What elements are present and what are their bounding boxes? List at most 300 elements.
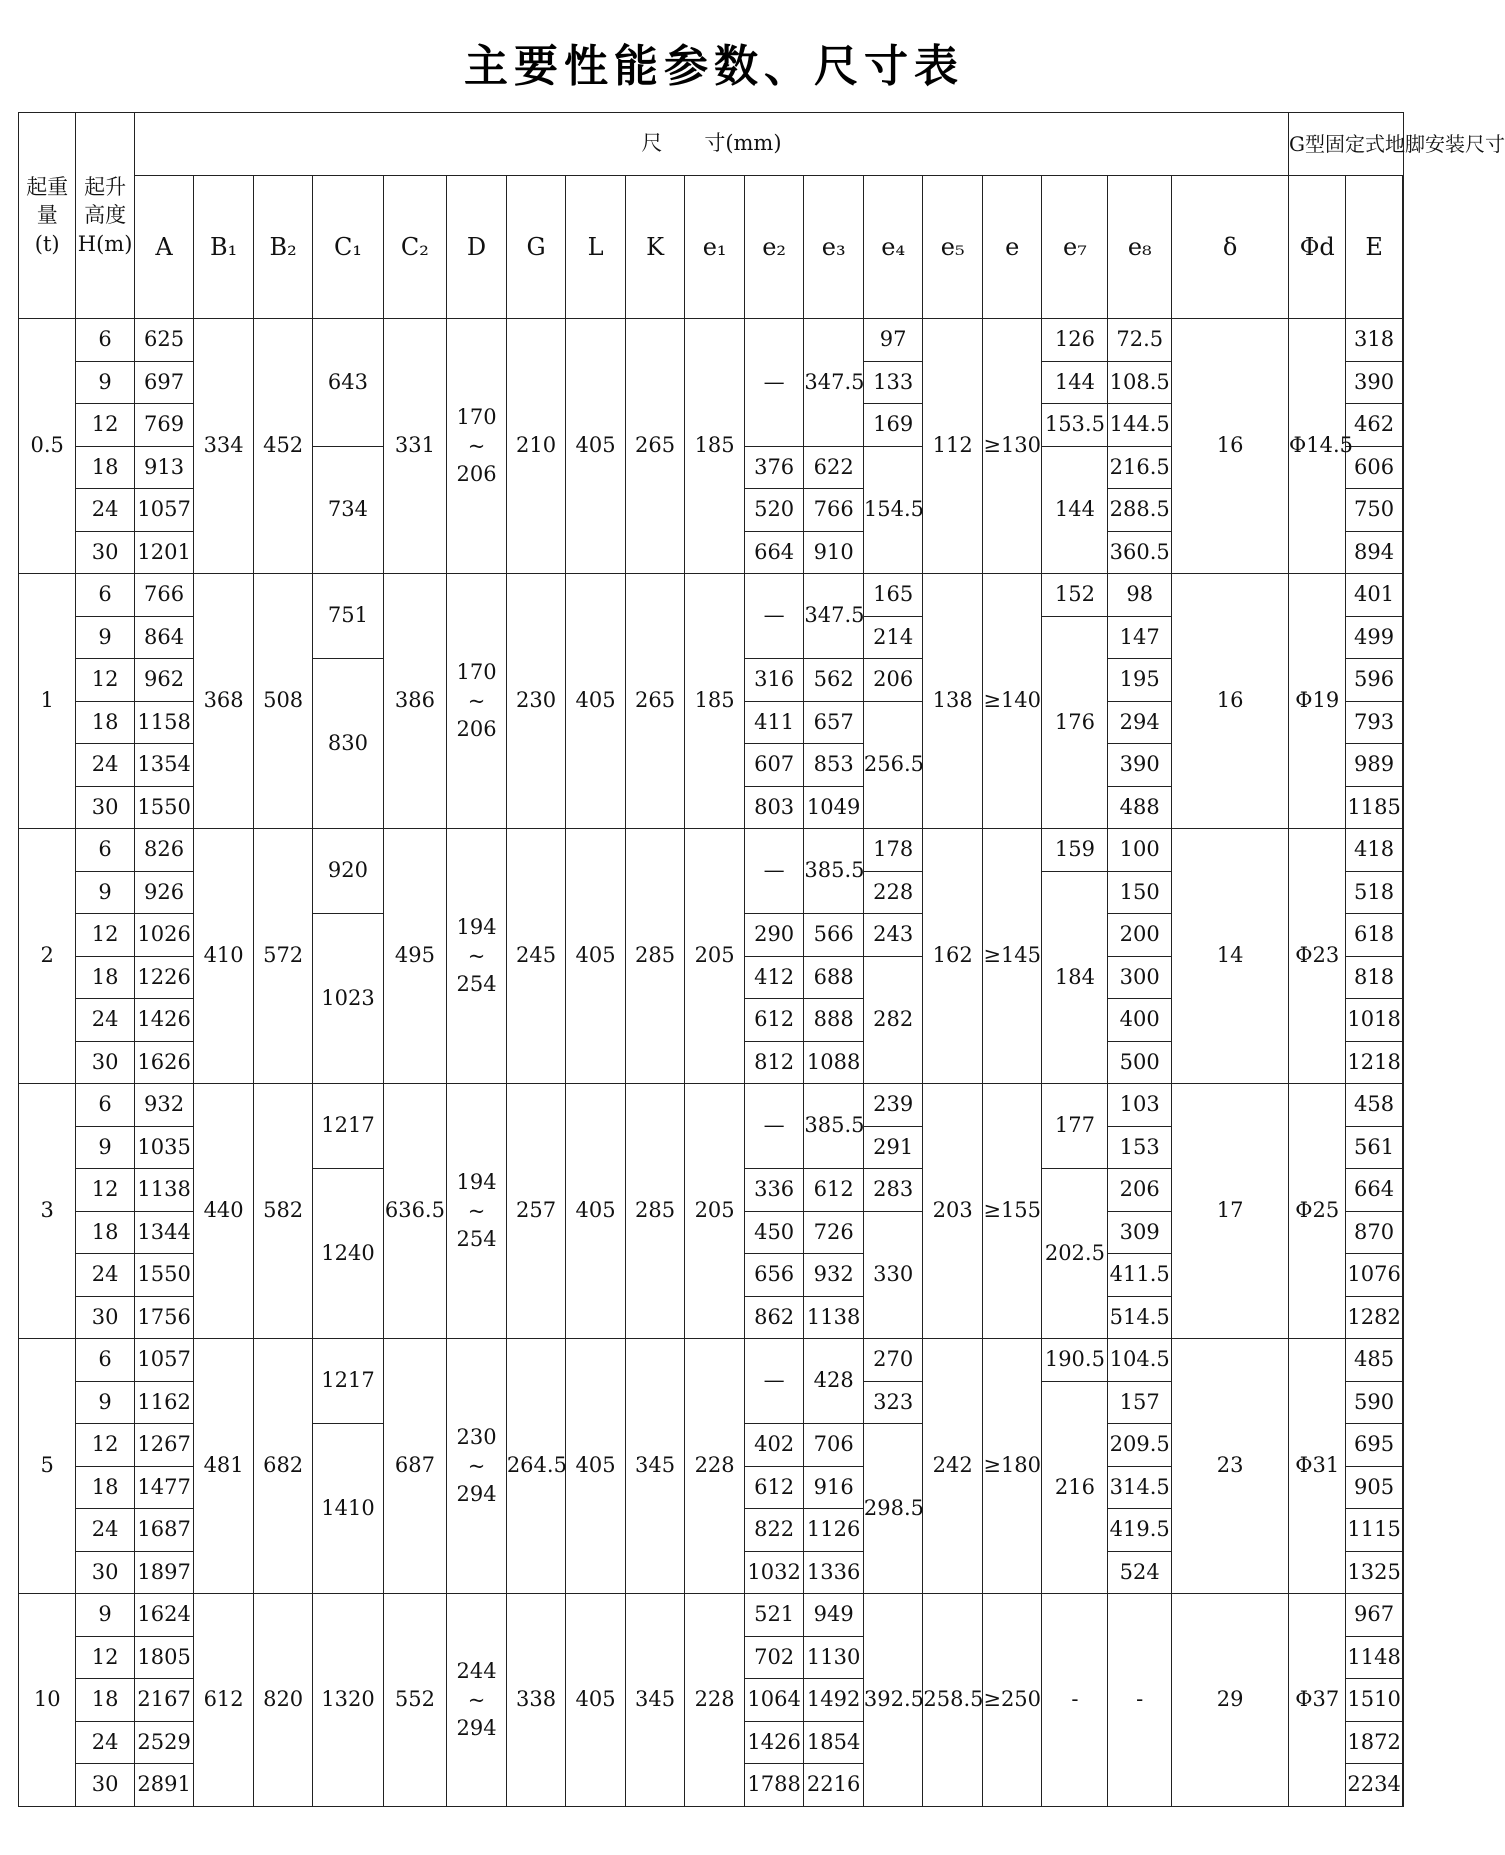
cell-c2: 552 xyxy=(383,1594,447,1807)
cell-k: 265 xyxy=(625,319,685,574)
table-row xyxy=(19,1339,1404,1382)
cell-e: 967 xyxy=(1346,1594,1402,1637)
cell-e3: 1336 xyxy=(804,1551,864,1594)
cell-e3: 347.5 xyxy=(804,574,864,659)
lift-height-cell: 12 xyxy=(76,914,134,957)
cell-e2: 664 xyxy=(744,531,804,574)
cell-phid: Φ23 xyxy=(1289,829,1346,1084)
cell-a: 1756 xyxy=(134,1296,194,1339)
cell-c2: 636.5 xyxy=(383,1084,447,1339)
cell-e: 499 xyxy=(1346,616,1402,659)
lift-height-cell: 6 xyxy=(76,319,134,362)
cell-e3: 706 xyxy=(804,1424,864,1467)
cell-l: 405 xyxy=(566,1084,626,1339)
cell-e4: 178 xyxy=(863,829,923,872)
cell-b1: 481 xyxy=(194,1339,254,1594)
cell-a: 769 xyxy=(134,404,194,447)
cell-a: 625 xyxy=(134,319,194,362)
column-header: e xyxy=(982,176,1042,319)
cell-a: 1158 xyxy=(134,701,194,744)
cell-a: 913 xyxy=(134,446,194,489)
cell-a: 1035 xyxy=(134,1126,194,1169)
lift-height-cell: 24 xyxy=(76,999,134,1042)
cell-e: 695 xyxy=(1346,1424,1402,1467)
cell-e: 318 xyxy=(1346,319,1402,362)
cell-e4: 330 xyxy=(863,1211,923,1339)
cell-c1: 643 xyxy=(313,319,383,447)
cell-e3: 622 xyxy=(804,446,864,489)
cell-a: 1477 xyxy=(134,1466,194,1509)
cell-b2: 582 xyxy=(253,1084,313,1339)
header-dimensions-group: 尺 寸(mm) xyxy=(134,113,1288,176)
lift-height-cell: 9 xyxy=(76,871,134,914)
column-header: e₈ xyxy=(1108,176,1172,319)
cell-b1: 440 xyxy=(194,1084,254,1339)
lift-height-cell: 9 xyxy=(76,616,134,659)
cell-e: 485 xyxy=(1346,1339,1402,1382)
cell-e2: 607 xyxy=(744,744,804,787)
cell-e2: — xyxy=(744,319,804,447)
cell-e: 590 xyxy=(1346,1381,1402,1424)
cell-e8: 400 xyxy=(1108,999,1172,1042)
header-mount-group: G型固定式地脚安装尺寸 xyxy=(1289,113,1404,176)
lift-height-cell: 12 xyxy=(76,1636,134,1679)
cell-e3: 347.5 xyxy=(804,319,864,447)
cell-e8: 98 xyxy=(1108,574,1172,617)
cell-e8: 411.5 xyxy=(1108,1254,1172,1297)
cell-e2: 656 xyxy=(744,1254,804,1297)
cell-a: 1201 xyxy=(134,531,194,574)
cell-e3: 688 xyxy=(804,956,864,999)
cell-e7: 144 xyxy=(1042,446,1108,574)
cell-c1: 1023 xyxy=(313,914,383,1084)
cell-e8: 144.5 xyxy=(1108,404,1172,447)
table-row xyxy=(19,319,1404,362)
cell-a: 2891 xyxy=(134,1764,194,1807)
cell-a: 1805 xyxy=(134,1636,194,1679)
cell-e2: — xyxy=(744,1084,804,1169)
cell-e1: 205 xyxy=(685,829,745,1084)
lift-height-cell: 6 xyxy=(76,829,134,872)
cell-e8: 500 xyxy=(1108,1041,1172,1084)
cell-f xyxy=(1402,1594,1403,1807)
cell-k: 265 xyxy=(625,574,685,829)
cell-k: 345 xyxy=(625,1594,685,1807)
cell-c1: 1217 xyxy=(313,1084,383,1169)
cell-e2: 1032 xyxy=(744,1551,804,1594)
cell-g: 230 xyxy=(506,574,566,829)
lift-height-cell: 12 xyxy=(76,404,134,447)
cell-e: 894 xyxy=(1346,531,1402,574)
cell-e3: 385.5 xyxy=(804,829,864,914)
cell-l: 405 xyxy=(566,1339,626,1594)
cell-e4: 243 xyxy=(863,914,923,957)
cell-e3: 428 xyxy=(804,1339,864,1424)
cell-b2: 820 xyxy=(253,1594,313,1807)
cell-f xyxy=(1402,829,1403,1084)
cell-e8: 100 xyxy=(1108,829,1172,872)
lift-height-cell: 30 xyxy=(76,1551,134,1594)
cell-a: 1550 xyxy=(134,786,194,829)
cell-b2: 508 xyxy=(253,574,313,829)
lift-height-cell: 18 xyxy=(76,956,134,999)
cell-e2: 812 xyxy=(744,1041,804,1084)
cell-e8: 309 xyxy=(1108,1211,1172,1254)
cell-e: 2234 xyxy=(1346,1764,1402,1807)
cell-a: 1057 xyxy=(134,489,194,532)
cell-e4: 165 xyxy=(863,574,923,617)
cell-e4: 154.5 xyxy=(863,446,923,574)
cell-e3: 566 xyxy=(804,914,864,957)
cell-e5: 203 xyxy=(923,1084,983,1339)
column-header: B₁ xyxy=(194,176,254,319)
cell-e8: 72.5 xyxy=(1108,319,1172,362)
cell-e8: 104.5 xyxy=(1108,1339,1172,1382)
cell-e: ≥155 xyxy=(982,1084,1042,1339)
cell-c1: 1240 xyxy=(313,1169,383,1339)
cell-b2: 682 xyxy=(253,1339,313,1594)
lift-height-cell: 30 xyxy=(76,1764,134,1807)
cell-e2: 402 xyxy=(744,1424,804,1467)
cell-e2: 803 xyxy=(744,786,804,829)
cell-a: 1897 xyxy=(134,1551,194,1594)
table-row xyxy=(19,829,1404,872)
cell-f xyxy=(1402,574,1403,829)
cell-phid: Φ31 xyxy=(1289,1339,1346,1594)
cell-e2: 521 xyxy=(744,1594,804,1637)
cell-phid: Φ37 xyxy=(1289,1594,1346,1807)
cell-e5: 162 xyxy=(923,829,983,1084)
cell-e: ≥145 xyxy=(982,829,1042,1084)
cell-a: 926 xyxy=(134,871,194,914)
cell-e: ≥180 xyxy=(982,1339,1042,1594)
cell-c1: 1320 xyxy=(313,1594,383,1807)
cell-e8: 390 xyxy=(1108,744,1172,787)
cell-e: 390 xyxy=(1346,361,1402,404)
column-header: δ xyxy=(1172,176,1289,319)
lift-height-cell: 9 xyxy=(76,1594,134,1637)
cell-b1: 334 xyxy=(194,319,254,574)
cell-a: 1138 xyxy=(134,1169,194,1212)
cell-e: 518 xyxy=(1346,871,1402,914)
cell-d: 244 ~ 294 xyxy=(447,1594,507,1807)
cell-g: 338 xyxy=(506,1594,566,1807)
cell-a: 766 xyxy=(134,574,194,617)
cell-e: 1510 xyxy=(1346,1679,1402,1722)
cell-e2: 411 xyxy=(744,701,804,744)
spec-table xyxy=(18,112,1505,1807)
cell-a: 1550 xyxy=(134,1254,194,1297)
cell-b2: 452 xyxy=(253,319,313,574)
lift-height-cell: 24 xyxy=(76,489,134,532)
cell-e2: 1064 xyxy=(744,1679,804,1722)
cell-e3: 1854 xyxy=(804,1721,864,1764)
column-header: e₄ xyxy=(863,176,923,319)
cell-e8: 103 xyxy=(1108,1084,1172,1127)
cell-e5: 258.5 xyxy=(923,1594,983,1807)
lift-height-cell: 9 xyxy=(76,361,134,404)
cell-a: 2529 xyxy=(134,1721,194,1764)
cell-e4: 97 xyxy=(863,319,923,362)
cell-e: 1325 xyxy=(1346,1551,1402,1594)
cell-e7: 202.5 xyxy=(1042,1169,1108,1339)
cell-d: 194 ~ 254 xyxy=(447,1084,507,1339)
lift-height-cell: 12 xyxy=(76,1424,134,1467)
cell-e3: 853 xyxy=(804,744,864,787)
cell-e8: 157 xyxy=(1108,1381,1172,1424)
table-row xyxy=(19,1594,1404,1637)
cell-e4: 291 xyxy=(863,1126,923,1169)
cell-e2: 376 xyxy=(744,446,804,489)
cell-a: 1626 xyxy=(134,1041,194,1084)
cell-e2: 862 xyxy=(744,1296,804,1339)
cell-e8: 514.5 xyxy=(1108,1296,1172,1339)
cell-phid: Φ25 xyxy=(1289,1084,1346,1339)
cell-e2: — xyxy=(744,829,804,914)
cell-e8: 360.5 xyxy=(1108,531,1172,574)
cell-l: 405 xyxy=(566,829,626,1084)
cell-a: 1162 xyxy=(134,1381,194,1424)
cell-e4: 214 xyxy=(863,616,923,659)
lift-height-cell: 24 xyxy=(76,1721,134,1764)
cell-a: 932 xyxy=(134,1084,194,1127)
cell-e3: 562 xyxy=(804,659,864,702)
lift-height-cell: 18 xyxy=(76,1211,134,1254)
cell-d: 230 ~ 294 xyxy=(447,1339,507,1594)
lift-height-cell: 30 xyxy=(76,786,134,829)
cell-b1: 612 xyxy=(194,1594,254,1807)
cell-e5: 112 xyxy=(923,319,983,574)
column-header: e₅ xyxy=(923,176,983,319)
lift-height-cell: 6 xyxy=(76,574,134,617)
cell-e: 870 xyxy=(1346,1211,1402,1254)
column-header: e₇ xyxy=(1042,176,1108,319)
cell-e: ≥250 xyxy=(982,1594,1042,1807)
cell-e4: 298.5 xyxy=(863,1424,923,1594)
lift-height-cell: 24 xyxy=(76,1254,134,1297)
cell-f xyxy=(1402,1084,1403,1339)
lift-height-cell: 30 xyxy=(76,531,134,574)
lift-height-cell: 12 xyxy=(76,659,134,702)
cell-e4: 206 xyxy=(863,659,923,702)
cell-d: 170 ~ 206 xyxy=(447,574,507,829)
column-header xyxy=(1402,176,1403,319)
lift-height-cell: 18 xyxy=(76,701,134,744)
lift-height-cell: 9 xyxy=(76,1381,134,1424)
cell-e1: 205 xyxy=(685,1084,745,1339)
cell-delta: 17 xyxy=(1172,1084,1289,1339)
cell-e4: 239 xyxy=(863,1084,923,1127)
column-header: C₁ xyxy=(313,176,383,319)
column-header: G xyxy=(506,176,566,319)
cell-e1: 228 xyxy=(685,1339,745,1594)
cell-a: 1267 xyxy=(134,1424,194,1467)
column-header: E xyxy=(1346,176,1402,319)
cell-e1: 228 xyxy=(685,1594,745,1807)
cell-c1: 751 xyxy=(313,574,383,659)
column-header: e₂ xyxy=(744,176,804,319)
cell-e2: — xyxy=(744,1339,804,1424)
document-title: 主要性能参数、尺寸表 xyxy=(464,41,964,92)
cell-e: 1282 xyxy=(1346,1296,1402,1339)
capacity-cell: 2 xyxy=(19,829,76,1084)
cell-e1: 185 xyxy=(685,319,745,574)
cell-e: 1115 xyxy=(1346,1509,1402,1552)
cell-a: 2167 xyxy=(134,1679,194,1722)
cell-e7: 177 xyxy=(1042,1084,1108,1169)
cell-e: 1218 xyxy=(1346,1041,1402,1084)
cell-e8: 150 xyxy=(1108,871,1172,914)
cell-e8: 195 xyxy=(1108,659,1172,702)
cell-b1: 368 xyxy=(194,574,254,829)
cell-e: 793 xyxy=(1346,701,1402,744)
cell-e1: 185 xyxy=(685,574,745,829)
cell-e3: 726 xyxy=(804,1211,864,1254)
cell-e7: 216 xyxy=(1042,1381,1108,1594)
cell-e: ≥140 xyxy=(982,574,1042,829)
cell-c2: 687 xyxy=(383,1339,447,1594)
cell-g: 245 xyxy=(506,829,566,1084)
cell-f xyxy=(1402,319,1403,574)
cell-e4: 169 xyxy=(863,404,923,447)
cell-e8: 314.5 xyxy=(1108,1466,1172,1509)
cell-k: 285 xyxy=(625,1084,685,1339)
cell-e7: 153.5 xyxy=(1042,404,1108,447)
cell-e3: 2216 xyxy=(804,1764,864,1807)
cell-e2: 1426 xyxy=(744,1721,804,1764)
cell-e7: 159 xyxy=(1042,829,1108,872)
cell-e3: 932 xyxy=(804,1254,864,1297)
cell-g: 210 xyxy=(506,319,566,574)
cell-e: 1872 xyxy=(1346,1721,1402,1764)
cell-e8: 206 xyxy=(1108,1169,1172,1212)
cell-a: 1026 xyxy=(134,914,194,957)
cell-e8: 419.5 xyxy=(1108,1509,1172,1552)
cell-b1: 410 xyxy=(194,829,254,1084)
cell-c2: 495 xyxy=(383,829,447,1084)
lift-height-cell: 18 xyxy=(76,1466,134,1509)
cell-e2: 412 xyxy=(744,956,804,999)
cell-e3: 1126 xyxy=(804,1509,864,1552)
cell-e3: 1088 xyxy=(804,1041,864,1084)
cell-a: 697 xyxy=(134,361,194,404)
column-header: K xyxy=(625,176,685,319)
cell-e: 561 xyxy=(1346,1126,1402,1169)
cell-e: 664 xyxy=(1346,1169,1402,1212)
cell-e: 462 xyxy=(1346,404,1402,447)
cell-e: 1148 xyxy=(1346,1636,1402,1679)
cell-e7: 144 xyxy=(1042,361,1108,404)
cell-e8: 147 xyxy=(1108,616,1172,659)
column-header: D xyxy=(447,176,507,319)
cell-g: 264.5 xyxy=(506,1339,566,1594)
cell-delta: 23 xyxy=(1172,1339,1289,1594)
cell-delta: 14 xyxy=(1172,829,1289,1084)
cell-c2: 331 xyxy=(383,319,447,574)
cell-e8: 216.5 xyxy=(1108,446,1172,489)
cell-e4: 392.5 xyxy=(863,1594,923,1807)
lift-height-cell: 6 xyxy=(76,1339,134,1382)
cell-a: 962 xyxy=(134,659,194,702)
cell-a: 864 xyxy=(134,616,194,659)
cell-e4: 228 xyxy=(863,871,923,914)
cell-e8: 524 xyxy=(1108,1551,1172,1594)
cell-e: 750 xyxy=(1346,489,1402,532)
cell-a: 1226 xyxy=(134,956,194,999)
cell-g: 257 xyxy=(506,1084,566,1339)
cell-c1: 920 xyxy=(313,829,383,914)
cell-e8: 200 xyxy=(1108,914,1172,957)
capacity-cell: 5 xyxy=(19,1339,76,1594)
column-header: e₃ xyxy=(804,176,864,319)
cell-e: 1076 xyxy=(1346,1254,1402,1297)
cell-c1: 830 xyxy=(313,659,383,829)
cell-e: 818 xyxy=(1346,956,1402,999)
cell-e: 1018 xyxy=(1346,999,1402,1042)
lift-height-cell: 24 xyxy=(76,744,134,787)
cell-e: 618 xyxy=(1346,914,1402,957)
cell-a: 1057 xyxy=(134,1339,194,1382)
cell-e4: 282 xyxy=(863,956,923,1084)
cell-e: 989 xyxy=(1346,744,1402,787)
cell-e7: 152 xyxy=(1042,574,1108,617)
cell-a: 1624 xyxy=(134,1594,194,1637)
cell-e7: 190.5 xyxy=(1042,1339,1108,1382)
cell-e: 418 xyxy=(1346,829,1402,872)
cell-delta: 29 xyxy=(1172,1594,1289,1807)
cell-c2: 386 xyxy=(383,574,447,829)
cell-e3: 766 xyxy=(804,489,864,532)
column-header: B₂ xyxy=(253,176,313,319)
cell-e8: 300 xyxy=(1108,956,1172,999)
column-header: A xyxy=(134,176,194,319)
capacity-cell: 10 xyxy=(19,1594,76,1807)
cell-e: 1185 xyxy=(1346,786,1402,829)
cell-e: 401 xyxy=(1346,574,1402,617)
cell-k: 285 xyxy=(625,829,685,1084)
cell-e2: 316 xyxy=(744,659,804,702)
cell-e5: 138 xyxy=(923,574,983,829)
lift-height-cell: 30 xyxy=(76,1296,134,1339)
cell-e4: 256.5 xyxy=(863,701,923,829)
lift-height-cell: 9 xyxy=(76,1126,134,1169)
header-lift-height: 起升高度 H(m) xyxy=(76,113,134,319)
cell-c1: 1217 xyxy=(313,1339,383,1424)
cell-f xyxy=(1402,1339,1403,1594)
cell-c1: 734 xyxy=(313,446,383,574)
cell-e3: 1492 xyxy=(804,1679,864,1722)
cell-e8: 294 xyxy=(1108,701,1172,744)
cell-e3: 657 xyxy=(804,701,864,744)
cell-e7: 176 xyxy=(1042,616,1108,829)
cell-e7: - xyxy=(1042,1594,1108,1807)
cell-e3: 385.5 xyxy=(804,1084,864,1169)
cell-e2: 822 xyxy=(744,1509,804,1552)
cell-e2: 1788 xyxy=(744,1764,804,1807)
cell-e2: 290 xyxy=(744,914,804,957)
cell-e7: 126 xyxy=(1042,319,1108,362)
lift-height-cell: 18 xyxy=(76,446,134,489)
cell-l: 405 xyxy=(566,574,626,829)
cell-e8: 488 xyxy=(1108,786,1172,829)
cell-e2: 702 xyxy=(744,1636,804,1679)
cell-e2: — xyxy=(744,574,804,659)
cell-e3: 1130 xyxy=(804,1636,864,1679)
cell-l: 405 xyxy=(566,1594,626,1807)
capacity-cell: 0.5 xyxy=(19,319,76,574)
cell-e3: 949 xyxy=(804,1594,864,1637)
column-header: e₁ xyxy=(685,176,745,319)
